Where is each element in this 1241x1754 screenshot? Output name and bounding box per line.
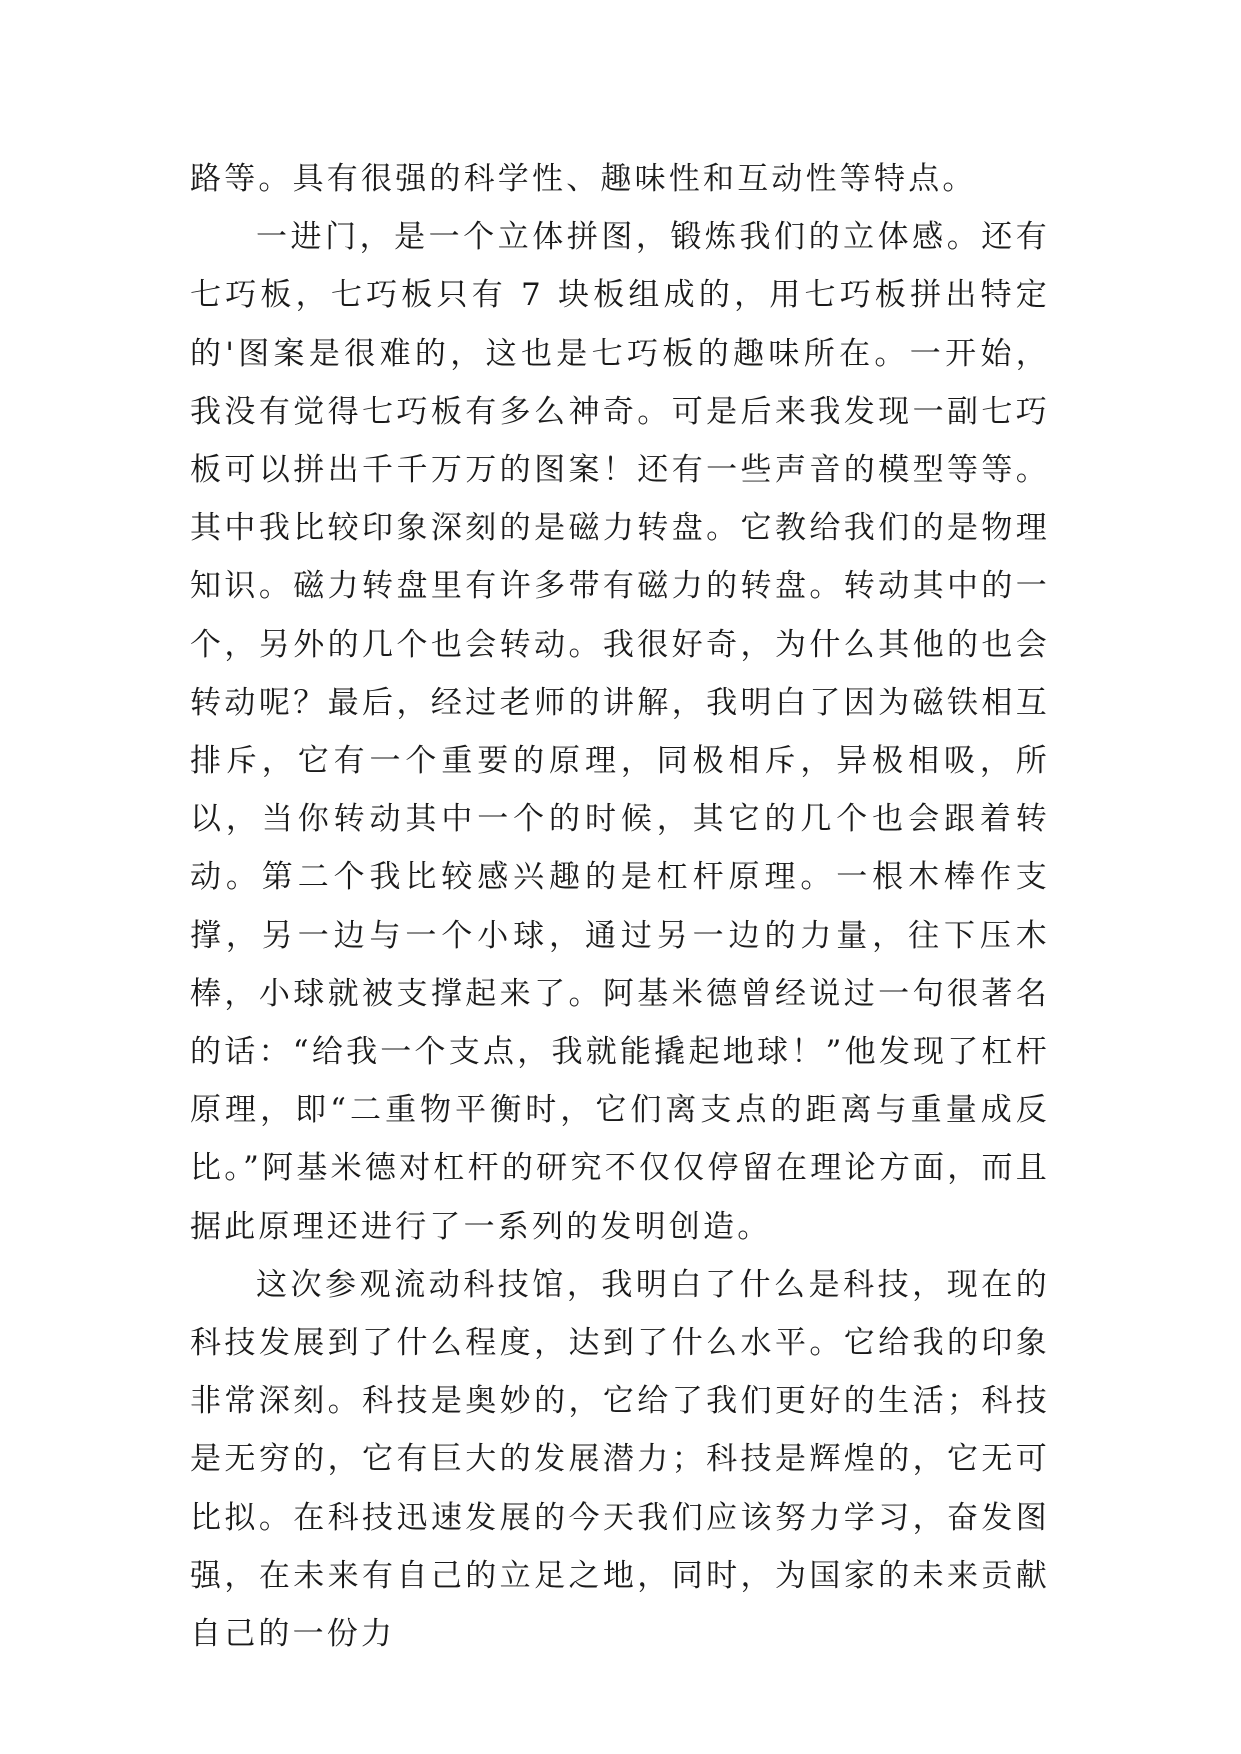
paragraph-exhibits: 一进门，是一个立体拼图，锻炼我们的立体感。还有七巧板，七巧板只有 7 块板组成的，用七巧板拼出特定的'图案是很难的，这也是七巧板的趣味所在。一开始，我没有觉得七巧板有多么神奇。可是后来我发现一副七巧板可以拼出千千万万的图案！还有一些声音的模型等等。其中我比较印象深刻的是磁力转盘。它教给我们的是物理知识。磁力转盘里有许多带有磁力的转盘。转动其中的一个，另外的几个也会转动。我很好奇，为什么其他的也会转动呢？最后，经过老师的讲解，我明白了因为磁铁相互排斥，它有一个重要的原理，同极相斥，异极相吸，所以，当你转动其中一个的时候，其它的几个也会跟着转动。第二个我比较感兴趣的是杠杆原理。一根木棒作支撑，另一边与一个小球，通过另一边的力量，往下压木棒，小球就被支撑起来了。阿基米德曾经说过一句很著名的话：“给我一个支点，我就能撬起地球！”他发现了杠杆原理，即“二重物平衡时，它们离支点的距离与重量成反比。”阿基米德对杠杆的研究不仅仅停留在理论方面，而且据此原理还进行了一系列的发明创造。 <box>190 219 1050 1245</box>
paragraph-continuation: 路等。具有很强的科学性、趣味性和互动性等特点。 <box>190 161 977 197</box>
document-body <box>190 150 1050 1663</box>
paragraph-reflection: 这次参观流动科技馆，我明白了什么是科技，现在的科技发展到了什么程度，达到了什么水平。它给我的印象非常深刻。科技是奥妙的，它给了我们更好的生活；科技是无穷的，它有巨大的发展潜力；科技是辉煌的，它无可比拟。在科技迅速发展的今天我们应该努力学习，奋发图强，在未来有自己的立足之地，同时，为国家的未来贡献自己的一份力 <box>190 1266 1050 1653</box>
